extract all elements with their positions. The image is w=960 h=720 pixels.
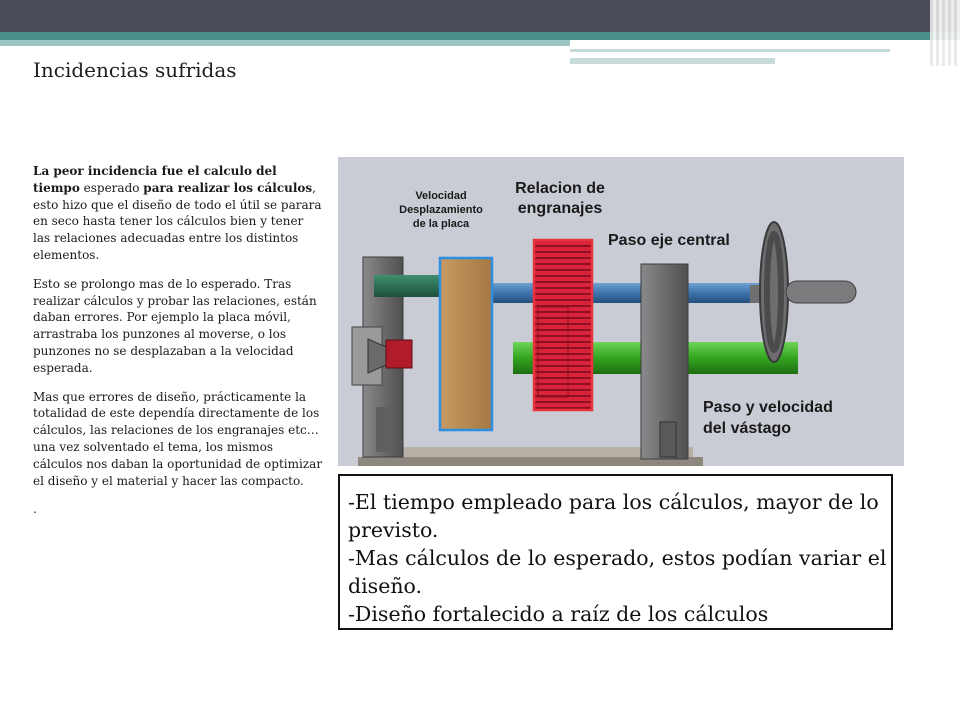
mechanism-figure (338, 157, 904, 466)
text: esperado (79, 180, 144, 195)
central-shaft (476, 283, 766, 303)
corner-decoration (930, 0, 960, 66)
label-paso-vel-2: del vástago (703, 420, 792, 437)
moving-plate (440, 258, 492, 430)
summary-line-2: -Mas cálculos de lo esperado, estos podían variar el diseño. (348, 546, 887, 598)
bold-text: para realizar los cálculos (143, 180, 313, 195)
label-paso-eje: Paso eje central (608, 232, 730, 249)
label-velocidad-3: de la placa (412, 218, 470, 230)
label-relacion-1: Relacion de (515, 180, 605, 197)
handle-icon (786, 281, 856, 303)
paragraph-3: Mas que errores de diseño, prácticamente la totalidad de este dependía directamente de los cálculos, las relaciones de los engranajes etc… una vez solventado el tema, los mismos cálculos nos daban la oportunidad de optimizar el diseño y el material y hacer las compacto. (33, 389, 323, 488)
accent-stripe (570, 58, 775, 64)
bold-text: La peor incidencia fue el calculo del tiempo (33, 164, 277, 195)
label-velocidad-2: Desplazamiento (399, 204, 483, 216)
summary-line-3: -Diseño fortalecido a raíz de los cálculos (348, 602, 769, 626)
text: , esto hizo que el diseño de todo el útil se parara en seco hasta tener los cálculos bien y tener las relaciones adecuadas entre los distintos elementos. (33, 180, 322, 262)
header-bar (0, 0, 960, 32)
accent-stripe (570, 49, 890, 52)
right-support-slot (660, 422, 676, 457)
red-coupling (386, 340, 412, 368)
paragraph-1 (33, 163, 323, 264)
small-gear (538, 307, 568, 397)
paragraph-2: Esto se prolongo mas de lo esperado. Tras realizar cálculos y probar las relaciones, están daban errores. Por ejemplo la placa móvil, arrastraba los punzones al moverse, o los punzones no se desplazaban a la velocidad esperada. (33, 276, 317, 375)
summary-line-1: -El tiempo empleado para los cálculos, mayor de lo previsto. (348, 490, 879, 542)
label-paso-vel-1: Paso y velocidad (703, 399, 833, 416)
paragraph-4: . (33, 502, 37, 517)
body-text (33, 163, 323, 530)
summary-box (338, 474, 893, 630)
accent-stripe (0, 40, 570, 46)
left-support-slot (376, 407, 390, 452)
accent-bar (0, 32, 960, 40)
label-velocidad-1: Velocidad (415, 190, 467, 202)
label-relacion-2: engranajes (517, 200, 603, 217)
slide-title: Incidencias sufridas (33, 58, 237, 82)
mechanism-drawing (338, 157, 904, 466)
